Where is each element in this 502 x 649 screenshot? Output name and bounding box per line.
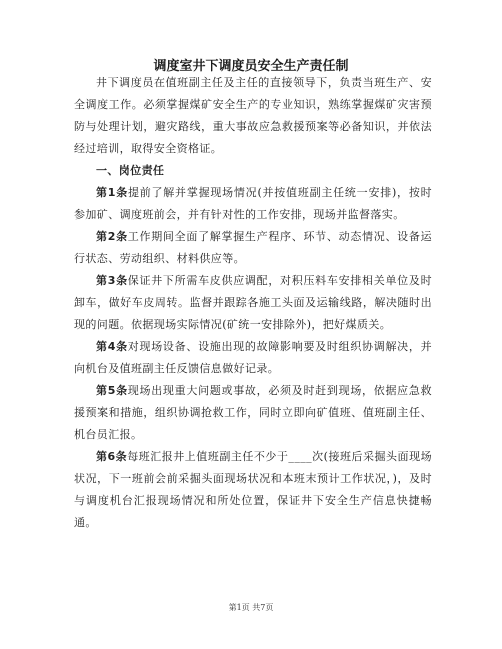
article-label: 第1条	[96, 186, 128, 199]
article-label: 第2条	[96, 230, 128, 243]
article-label: 第3条	[96, 274, 128, 287]
article-text: 对现场设备、设施出现的故障影响要及时组织协调解决，并向机台及值班副主任反馈信息做好记录。	[74, 340, 432, 375]
document-title: 调度室井下调度员安全生产责任制	[153, 59, 349, 74]
article-text: 提前了解并掌握现场情况(并按值班副主任统一安排)，按时参加矿、调度班前会，并有针对性的工作安排，现场并监督落实。	[74, 186, 432, 221]
article-text: 工作期间全面了解掌握生产程序、环节、动态情况、设备运行状态、劳动组织、材料供应等。	[74, 230, 432, 265]
article-5	[74, 380, 432, 446]
article-text: 现场出现重大问题或事故，必须及时赶到现场，依据应急救援预案和措施，组织协调抢救工作，同时立即向矿值班、值班副主任、机台员汇报。	[74, 384, 432, 441]
article-text: 每班汇报井上值班副主任不少于____次(接班后采掘头面现场状况，下一班前会前采掘头面现场状况和本班末预计工作状况，)，及时与调度机台汇报现场情况和所处位置，保证井下安全生产信息快捷畅通。	[74, 450, 432, 529]
intro-paragraph: 井下调度员在值班副主任及主任的直接领导下，负责当班生产、安全调度工作。必须掌握煤矿安全生产的专业知识，熟练掌握煤矿灾害预防与处理计划，避灾路线，重大事故应急救援预案等必备知识，并依法经过培训，取得安全资格证。	[74, 76, 432, 155]
article-4	[74, 336, 432, 380]
article-label: 第4条	[96, 340, 128, 353]
article-1	[74, 182, 432, 226]
article-text: 保证井下所需车皮供应调配，对积压料车安排相关单位及时卸车，做好车皮周转。监督并跟踪各施工头面及运输线路，解决随时出现的问题。依据现场实际情况(矿统一安排除外)，把好煤质关。	[74, 274, 432, 331]
article-label: 第5条	[96, 384, 128, 397]
article-6	[74, 446, 432, 534]
page-number: 第1页 共7页	[228, 603, 274, 612]
section-heading: 一、岗位责任	[96, 164, 165, 177]
article-label: 第6条	[96, 450, 128, 463]
article-2	[74, 226, 432, 270]
document-body	[74, 72, 432, 534]
article-3	[74, 270, 432, 336]
